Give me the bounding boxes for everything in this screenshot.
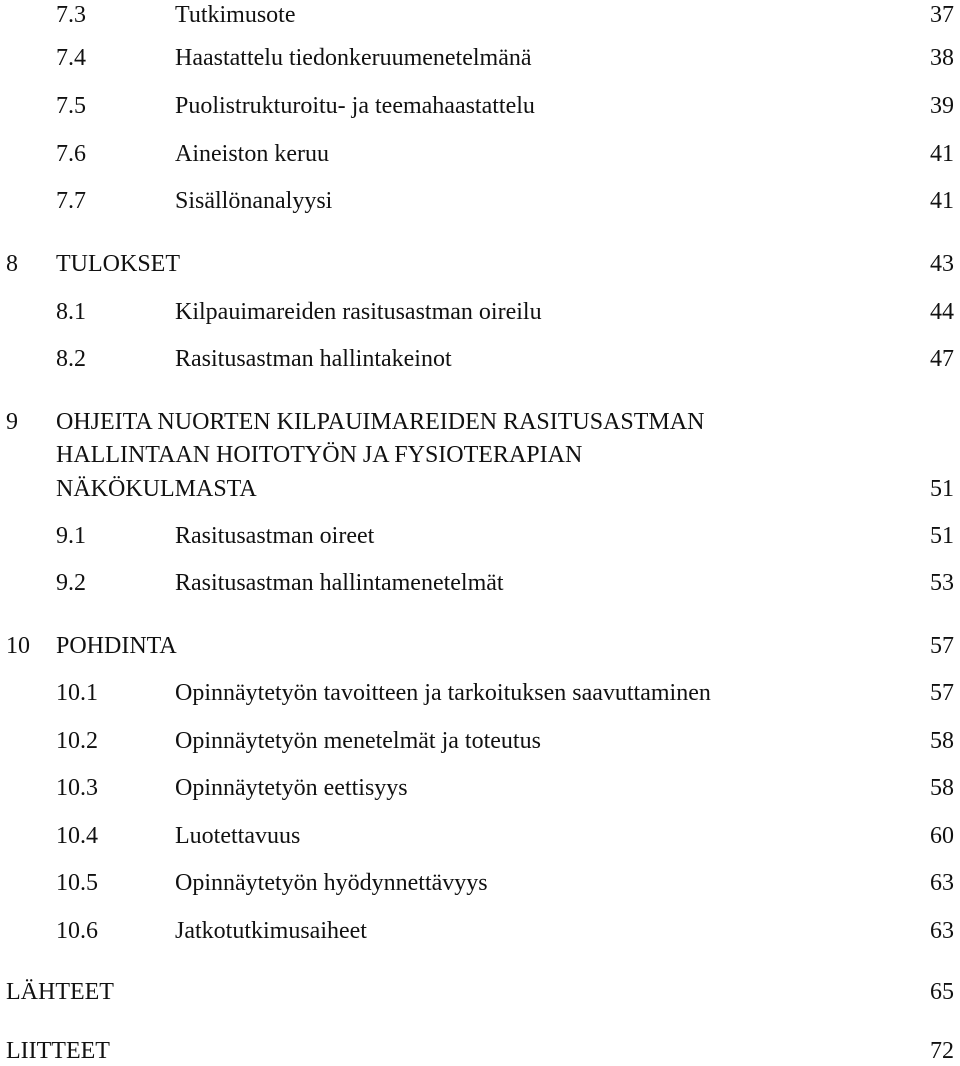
toc-entry-10[interactable] <box>0 631 960 661</box>
toc-title: Jatkotutkimusaiheet <box>175 918 367 944</box>
toc-entry-9[interactable] <box>0 407 960 437</box>
toc-number: 10.1 <box>56 680 98 706</box>
toc-number: 7.4 <box>56 45 86 71</box>
toc-page: 41 <box>930 141 954 167</box>
toc-number: 10.6 <box>56 918 98 944</box>
toc-title: LIITTEET <box>6 1038 110 1064</box>
toc-title: Tutkimusote <box>175 2 296 28</box>
toc-page: 43 <box>930 251 954 277</box>
toc-title: Opinnäytetyön hyödynnettävyys <box>175 870 488 896</box>
toc-page: 51 <box>930 523 954 549</box>
toc-entry-8[interactable] <box>0 249 960 279</box>
toc-page: 63 <box>930 918 954 944</box>
toc-page: 72 <box>930 1038 954 1064</box>
toc-number: 8 <box>6 251 18 277</box>
toc-title: Sisällönanalyysi <box>175 188 333 214</box>
toc-number: 10 <box>6 633 30 659</box>
toc-title-line-3: NÄKÖKULMASTA <box>56 476 257 502</box>
toc-page: 51 <box>930 476 954 502</box>
toc-page: 39 <box>930 93 954 119</box>
toc-entry-10-6[interactable] <box>0 916 960 946</box>
toc-title: Rasitusastman oireet <box>175 523 375 549</box>
toc-page: 37 <box>930 2 954 28</box>
toc-entry-9-1[interactable] <box>0 521 960 551</box>
toc-number: 8.1 <box>56 299 86 325</box>
toc-title: Rasitusastman hallintakeinot <box>175 346 452 372</box>
toc-number: 8.2 <box>56 346 86 372</box>
toc-entry-7-7[interactable] <box>0 186 960 216</box>
toc-entry-9-line-3 <box>0 474 960 504</box>
toc-title: Opinnäytetyön tavoitteen ja tarkoituksen saavuttaminen <box>175 680 711 706</box>
toc-page: 65 <box>930 979 954 1005</box>
toc-entry-10-4[interactable] <box>0 821 960 851</box>
toc-title: Luotettavuus <box>175 823 301 849</box>
toc-title: Aineiston keruu <box>175 141 329 167</box>
toc-number: 9 <box>6 409 18 435</box>
toc-number: 9.1 <box>56 523 86 549</box>
toc-entry-liitteet[interactable] <box>0 1036 960 1066</box>
toc-title: LÄHTEET <box>6 979 114 1005</box>
toc-page: 41 <box>930 188 954 214</box>
toc-number: 9.2 <box>56 570 86 596</box>
toc-number: 10.4 <box>56 823 98 849</box>
toc-number: 7.3 <box>56 2 86 28</box>
toc-page: 58 <box>930 775 954 801</box>
toc-entry-8-1[interactable] <box>0 297 960 327</box>
toc-number: 10.3 <box>56 775 98 801</box>
toc-entry-lahteet[interactable] <box>0 977 960 1007</box>
toc-entry-9-2[interactable] <box>0 568 960 598</box>
toc-number: 7.5 <box>56 93 86 119</box>
toc-entry-9-line-2 <box>0 440 960 470</box>
toc-title: Rasitusastman hallintamenetelmät <box>175 570 504 596</box>
toc-page: 58 <box>930 728 954 754</box>
toc-entry-10-2[interactable] <box>0 726 960 756</box>
toc-page: 57 <box>930 633 954 659</box>
toc-page: 38 <box>930 45 954 71</box>
toc-entry-7-4[interactable] <box>0 43 960 73</box>
toc-entry-8-2[interactable] <box>0 344 960 374</box>
toc-page: 57 <box>930 680 954 706</box>
toc-entry-7-6[interactable] <box>0 139 960 169</box>
toc-title-line-2: HALLINTAAN HOITOTYÖN JA FYSIOTERAPIAN <box>56 442 583 468</box>
toc-number: 10.5 <box>56 870 98 896</box>
toc-entry-10-1[interactable] <box>0 678 960 708</box>
toc-entry-7-5[interactable] <box>0 91 960 121</box>
toc-number: 7.7 <box>56 188 86 214</box>
toc-title: POHDINTA <box>56 633 177 659</box>
toc-entry-10-5[interactable] <box>0 868 960 898</box>
toc-title: Haastattelu tiedonkeruumenetelmänä <box>175 45 532 71</box>
toc-page: 63 <box>930 870 954 896</box>
toc-number: 7.6 <box>56 141 86 167</box>
toc-title: Opinnäytetyön eettisyys <box>175 775 408 801</box>
toc-entry-10-3[interactable] <box>0 773 960 803</box>
toc-title-line-1: OHJEITA NUORTEN KILPAUIMAREIDEN RASITUSASTMAN <box>56 409 705 435</box>
toc-title: Kilpauimareiden rasitusastman oireilu <box>175 299 542 325</box>
toc-title: Opinnäytetyön menetelmät ja toteutus <box>175 728 541 754</box>
toc-page: 47 <box>930 346 954 372</box>
toc-page: 44 <box>930 299 954 325</box>
toc-entry-7-3[interactable] <box>0 0 960 30</box>
toc-page: 53 <box>930 570 954 596</box>
toc-number: 10.2 <box>56 728 98 754</box>
toc-page: 60 <box>930 823 954 849</box>
toc-title: Puolistrukturoitu- ja teemahaastattelu <box>175 93 535 119</box>
toc-title: TULOKSET <box>56 251 180 277</box>
